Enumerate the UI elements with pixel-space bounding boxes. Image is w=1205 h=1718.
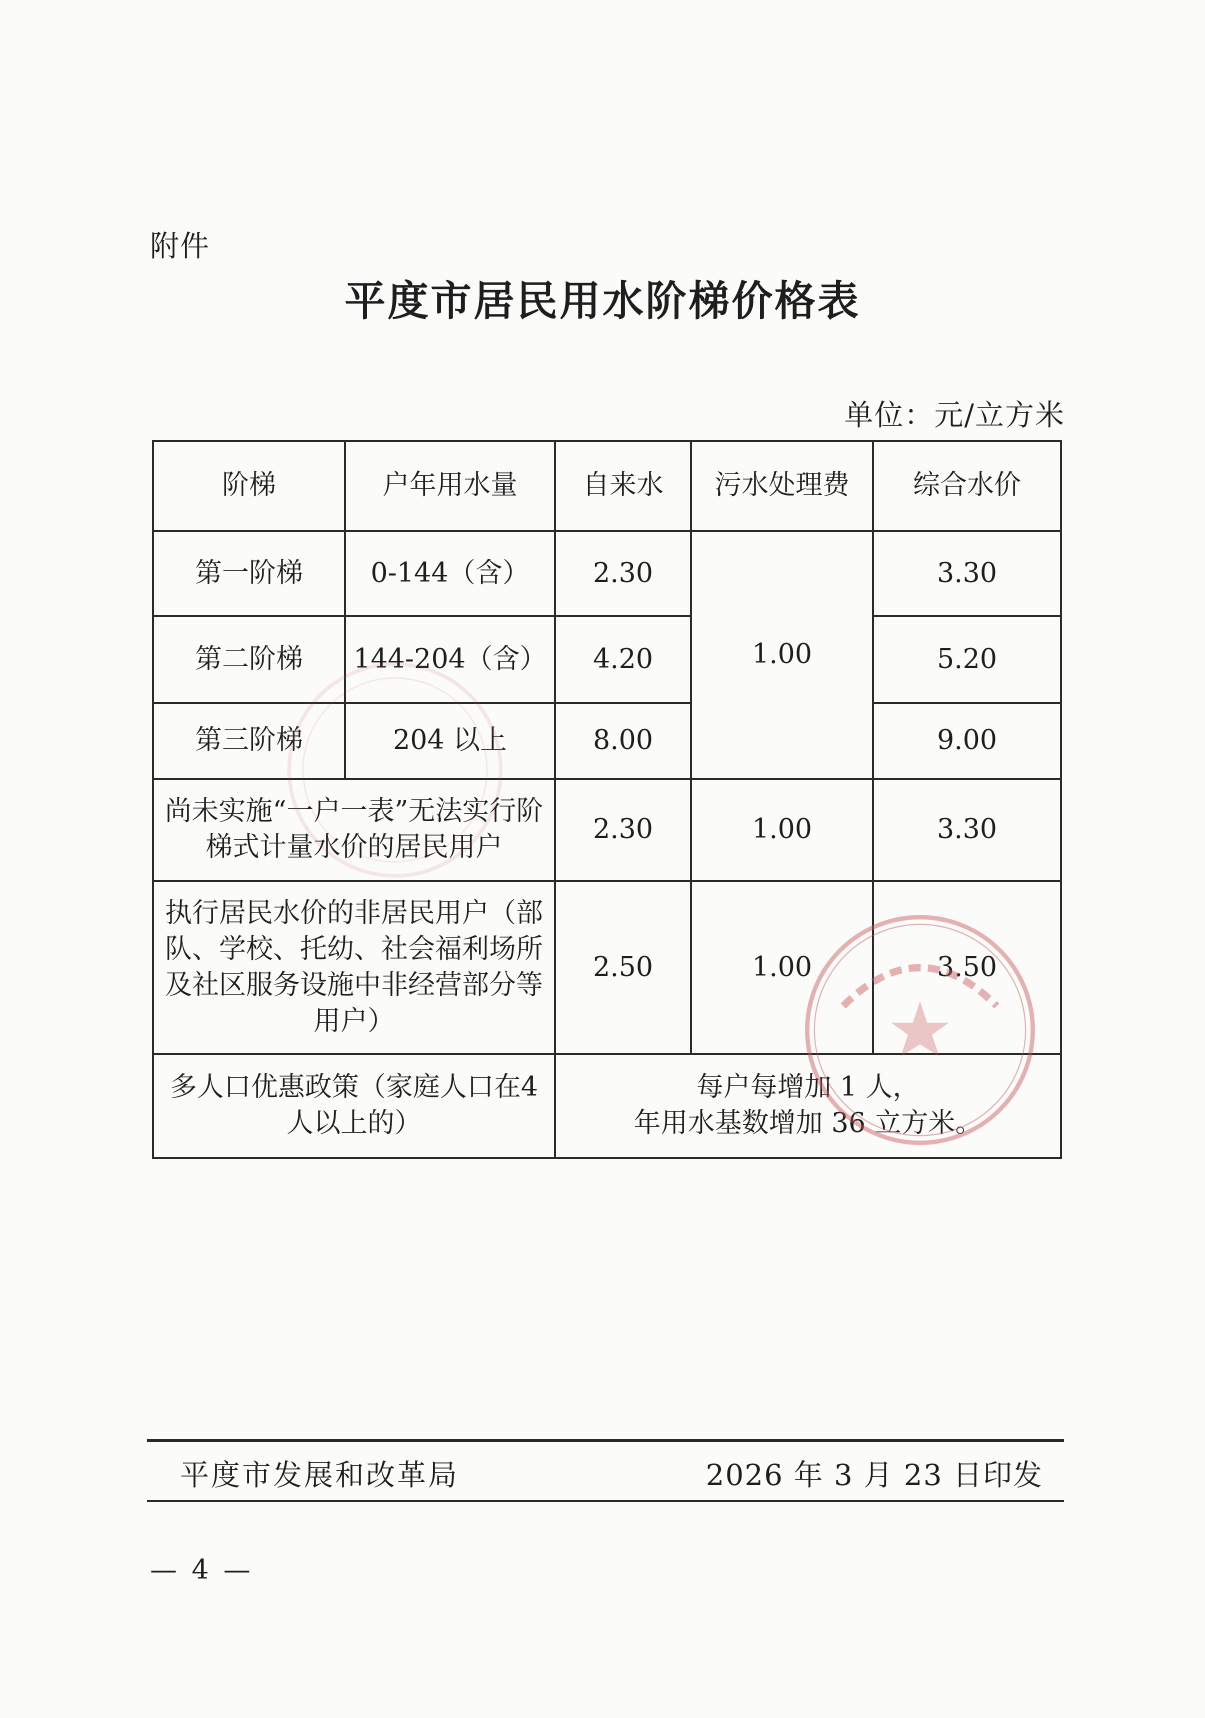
- footer-date: 2026 年 3 月 23 日印发: [705, 1458, 1043, 1492]
- tap-water-cell: 8.00: [555, 703, 691, 779]
- table-row: [153, 531, 1061, 616]
- policy-detail-line: 年用水基数增加 36 立方米。: [633, 1108, 983, 1139]
- footer-divider-bottom: [147, 1500, 1064, 1502]
- table-row: [153, 1054, 1061, 1158]
- header-annual-volume: 户年用水量: [345, 441, 555, 531]
- policy-detail-line: 每户每增加 1 人，: [696, 1072, 920, 1103]
- volume-cell: 204 以上: [345, 703, 555, 779]
- page-number: — 4 —: [150, 1555, 254, 1586]
- header-total-price: 综合水价: [873, 441, 1061, 531]
- header-sewage-fee: 污水处理费: [691, 441, 873, 531]
- table-row: [153, 616, 1061, 703]
- tap-water-cell: 2.30: [555, 531, 691, 616]
- total-price-cell: 5.20: [873, 616, 1061, 703]
- footer-issuer: 平度市发展和改革局: [180, 1458, 460, 1492]
- tier-cell: 第二阶梯: [153, 616, 345, 703]
- sewage-fee-shared-cell: 1.00: [691, 531, 873, 779]
- water-price-table: [152, 440, 1062, 1159]
- tap-water-cell: 2.30: [555, 779, 691, 881]
- policy-category-cell: 多人口优惠政策（家庭人口在4 人以上的）: [153, 1054, 555, 1158]
- table-header-row: [153, 441, 1061, 531]
- tap-water-cell: 4.20: [555, 616, 691, 703]
- total-price-cell: 3.30: [873, 779, 1061, 881]
- table-row: [153, 779, 1061, 881]
- total-price-cell: 3.50: [873, 881, 1061, 1054]
- tier-cell: 第一阶梯: [153, 531, 345, 616]
- tier-cell: 第三阶梯: [153, 703, 345, 779]
- sewage-fee-cell: 1.00: [691, 779, 873, 881]
- header-tier: 阶梯: [153, 441, 345, 531]
- table-row: [153, 881, 1061, 1054]
- header-tap-water: 自来水: [555, 441, 691, 531]
- sewage-fee-cell: 1.00: [691, 881, 873, 1054]
- tap-water-cell: 2.50: [555, 881, 691, 1054]
- attachment-label: 附件: [150, 229, 211, 263]
- policy-detail-cell: [555, 1054, 1061, 1158]
- total-price-cell: 3.30: [873, 531, 1061, 616]
- document-title: 平度市居民用水阶梯价格表: [344, 277, 861, 325]
- footer-divider-top: [147, 1439, 1064, 1442]
- table-row: [153, 703, 1061, 779]
- category-cell: 尚未实施“一户一表”无法实行阶梯式计量水价的居民用户: [153, 779, 555, 881]
- unit-note: 单位：元/立方米: [844, 398, 1065, 432]
- volume-cell: 0-144（含）: [345, 531, 555, 616]
- category-cell: 执行居民水价的非居民用户（部队、学校、托幼、社会福利场所及社区服务设施中非经营部分等用户）: [153, 881, 555, 1054]
- volume-cell: 144-204（含）: [345, 616, 555, 703]
- total-price-cell: 9.00: [873, 703, 1061, 779]
